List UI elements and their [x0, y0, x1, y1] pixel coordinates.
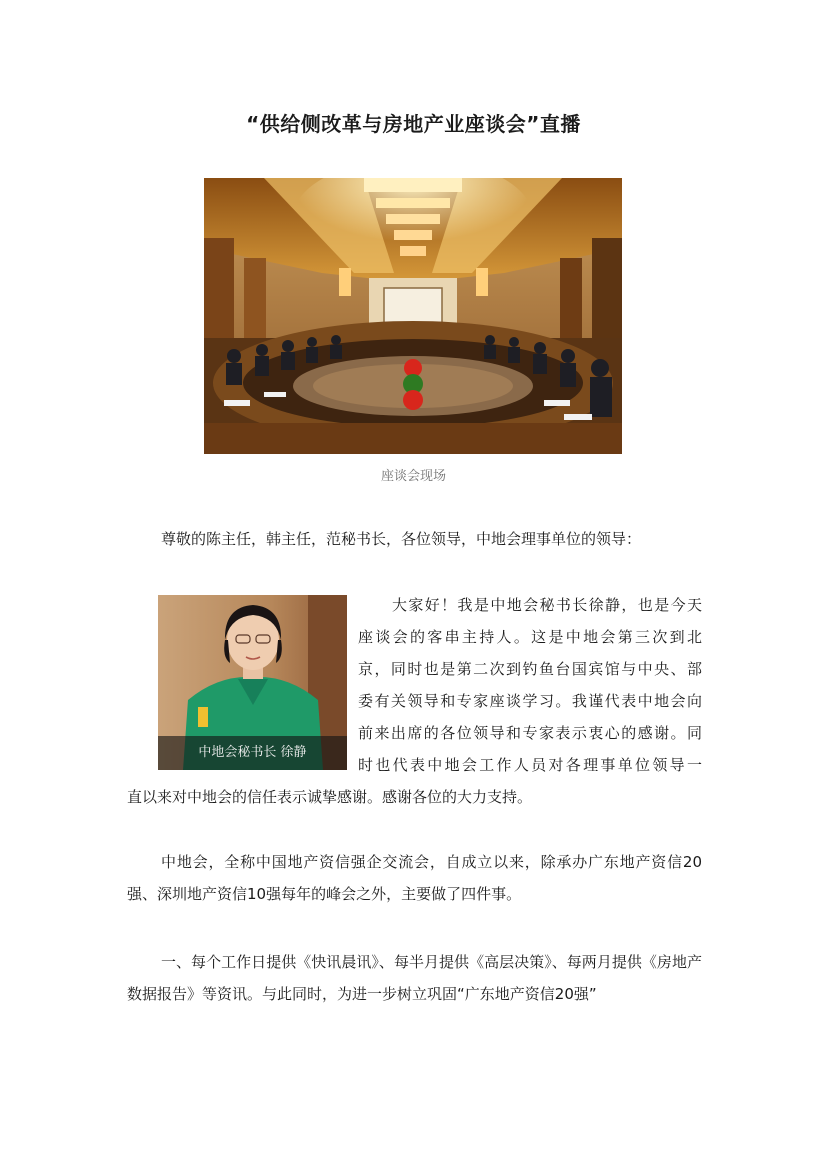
intro-line: 前来出席的各位领导和专家表示衷心的感谢。同 [358, 724, 702, 742]
paragraph-organization: 中地会，全称中国地产资信强企交流会，自成立以来，除承办广东地产资信20强、深圳地产资信10强每年的峰会之外，主要做了四件事。 [127, 853, 702, 903]
intro-line: 大家好！我是中地会秘书长徐静，也是今天 [392, 596, 702, 614]
intro-paragraph-tail: 直以来对中地会的信任表示诚挚感谢。感谢各位的大力支持。 [127, 788, 533, 806]
paragraph-item-one: 一、每个工作日提供《快讯晨讯》、每半月提供《高层决策》、每两月提供《房地产数据报告》等资讯。与此同时，为进一步树立巩固“广东地产资信20强” [127, 953, 702, 1003]
meeting-photo [204, 178, 622, 454]
meeting-photo-caption: 座谈会现场 [380, 469, 446, 484]
page-title: “供给侧改革与房地产业座谈会”直播 [246, 112, 581, 136]
intro-line: 委有关领导和专家座谈学习。我谨代表中地会向 [358, 692, 702, 710]
intro-line: 座谈会的客串主持人。这是中地会第三次到北 [358, 628, 702, 646]
speaker-portrait-caption: 中地会秘书长 徐静 [158, 736, 347, 770]
intro-line: 京，同时也是第二次到钓鱼台国宾馆与中央、部 [358, 660, 702, 678]
intro-paragraph [358, 589, 702, 781]
intro-line: 时也代表中地会工作人员对各理事单位领导一 [358, 756, 702, 774]
speaker-portrait [158, 595, 347, 770]
greeting-paragraph: 尊敬的陈主任，韩主任，范秘书长，各位领导，中地会理事单位的领导： [161, 530, 642, 548]
